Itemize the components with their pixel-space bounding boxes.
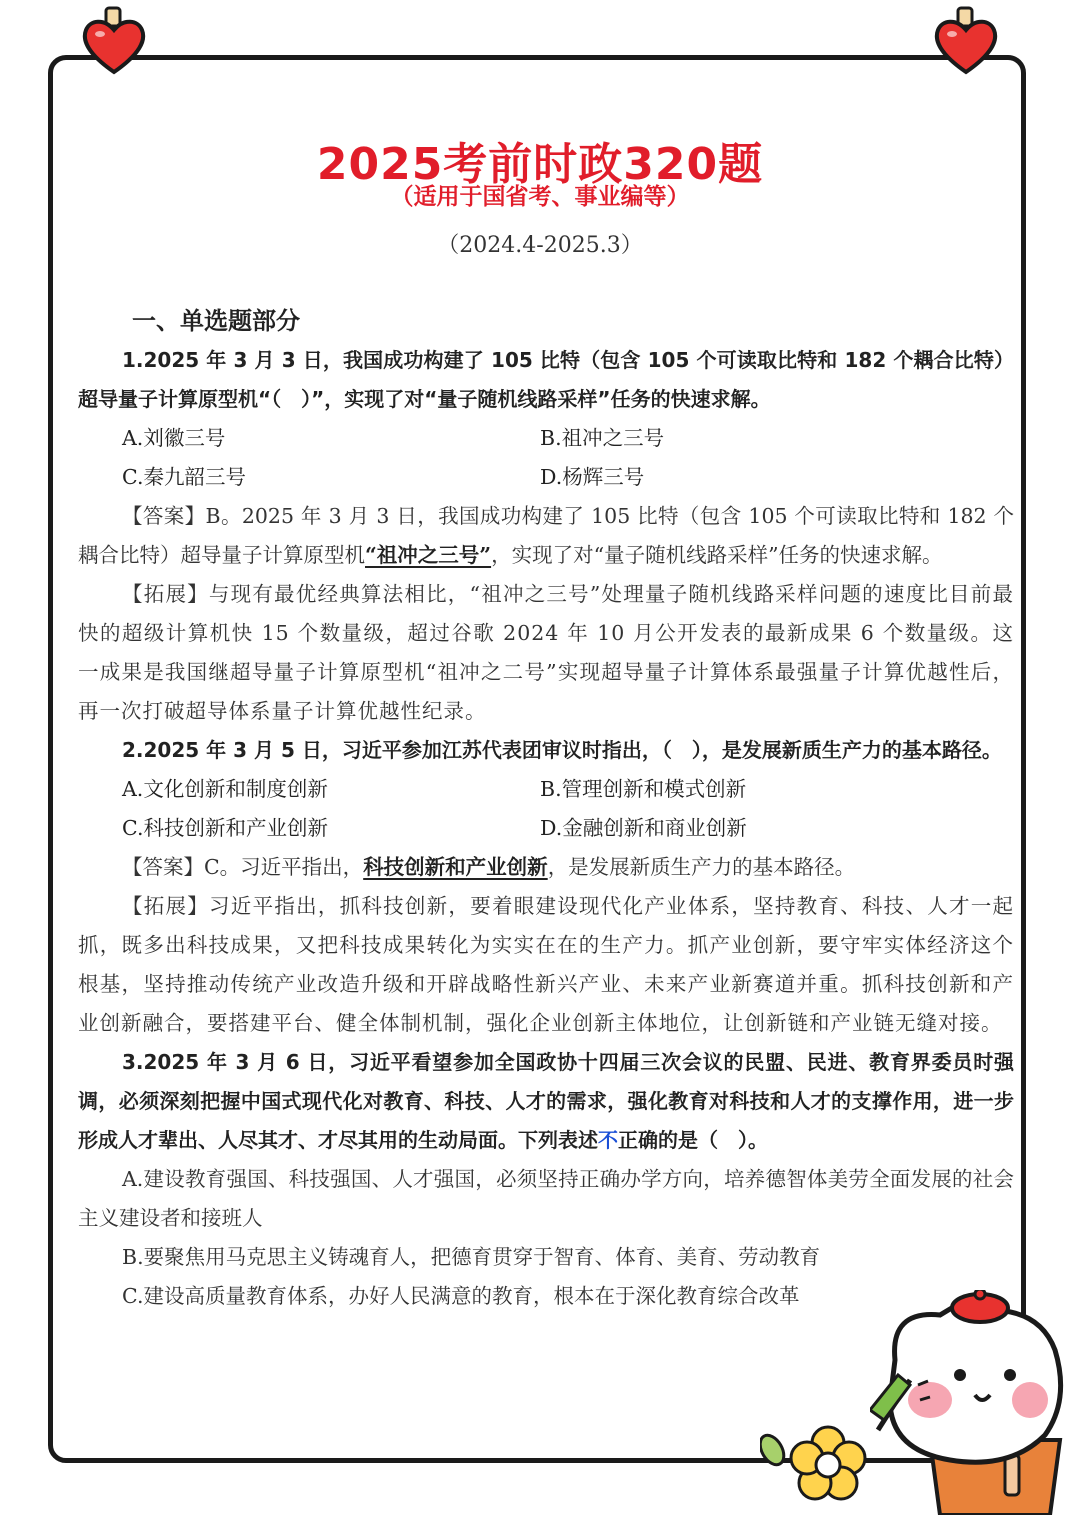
option-c: C.科技创新和产业创新 [122, 816, 328, 840]
option-b: B.管理创新和模式创新 [540, 777, 747, 801]
question-2-options [78, 770, 1014, 848]
question-text: 正确的是（ ）。 [618, 1128, 768, 1152]
answer-text: 【答案】B。2025 年 3 月 3 日，我国成功构建了 105 比特（包含 105 个可读取比特和 182 个耦合比特）超导量子计算原型机 [78, 504, 1014, 567]
date-range: （2024.4-2025.3） [437, 233, 643, 258]
flower-icon [760, 1410, 880, 1510]
answer-1 [78, 497, 1014, 575]
option-d: D.杨辉三号 [540, 465, 645, 489]
answer-text: ，实现了对“量子随机线路采样”任务的快速求解。 [491, 543, 943, 567]
option-c: C.建设高质量教育体系，办好人民满意的教育，根本在于深化教育综合改革 [122, 1284, 800, 1308]
page-title: 2025考前时政320题 [316, 139, 764, 190]
answer-2 [78, 848, 1014, 887]
cat-sticker-icon [870, 1290, 1070, 1515]
question-1-options [78, 419, 1014, 497]
answer-text: ，是发展新质生产力的基本路径。 [547, 855, 856, 879]
answer-highlight: 科技创新和产业创新 [363, 855, 548, 879]
page-subtitle: （适用于国省考、事业编等） [390, 184, 690, 210]
option-c: C.秦九韶三号 [122, 465, 246, 489]
extension-2: 【拓展】习近平指出，抓科技创新，要着眼建设现代化产业体系，坚持教育、科技、人才一起抓，既多出科技成果，又把科技成果转化为实实在在的生产力。抓产业创新，要守牢实体经济这个根基，坚持推动传统产业改造升级和开辟战略性新兴产业、未来产业新赛道并重。抓科技创新和产业创新融合，要搭建平台、健全体制机制，强化企业创新主体地位，让创新链和产业链无缝对接。 [78, 894, 1014, 1035]
question-2: 2.2025 年 3 月 5 日，习近平参加江苏代表团审议时指出，（ ），是发展新质生产力的基本路径。 [122, 738, 1002, 762]
negation-word: 不 [598, 1128, 618, 1152]
option-a: A.建设教育强国、科技强国、人才强国，必须坚持正确办学方向，培养德智体美劳全面发展的社会主义建设者和接班人 [78, 1167, 1014, 1230]
document-body [78, 300, 1014, 1316]
extension-1: 【拓展】与现有最优经典算法相比，“祖冲之三号”处理量子随机线路采样问题的速度比目前最快的超级计算机快 15 个数量级，超过谷歌 2024 年 10 月公开发表的最新成果 6 个数量级。这一成果是我国继超导量子计算原型机“祖冲之二号”实现超导量子计算体系最强量子计算优越性后，再一次打破超导体系量子计算优越性纪录。 [78, 582, 1014, 723]
option-b: B.祖冲之三号 [540, 426, 665, 450]
heart-pin-icon [930, 6, 1002, 78]
question-3 [78, 1043, 1014, 1160]
question-1: 1.2025 年 3 月 3 日，我国成功构建了 105 比特（包含 105 个可读取比特和 182 个耦合比特）超导量子计算原型机“（ ）”，实现了对“量子随机线路采样”任务的快速求解。 [78, 348, 1014, 411]
heart-pin-icon [78, 6, 150, 78]
option-b: B.要聚焦用马克思主义铸魂育人，把德育贯穿于智育、体育、美育、劳动教育 [122, 1245, 821, 1269]
option-a: A.文化创新和制度创新 [122, 777, 328, 801]
question-text: 3.2025 年 3 月 6 日，习近平看望参加全国政协十四届三次会议的民盟、民进、教育界委员时强调，必须深刻把握中国式现代化对教育、科技、人才的需求，强化教育对科技和人才的支撑作用，进一步形成人才辈出、人尽其才、才尽其用的生动局面。下列表述 [78, 1050, 1014, 1152]
option-a: A.刘徽三号 [122, 426, 226, 450]
answer-highlight: “祖冲之三号” [365, 543, 492, 567]
answer-text: 【答案】C。习近平指出， [122, 855, 364, 879]
option-d: D.金融创新和商业创新 [540, 816, 747, 840]
section-title: 一、单选题部分 [132, 307, 300, 335]
